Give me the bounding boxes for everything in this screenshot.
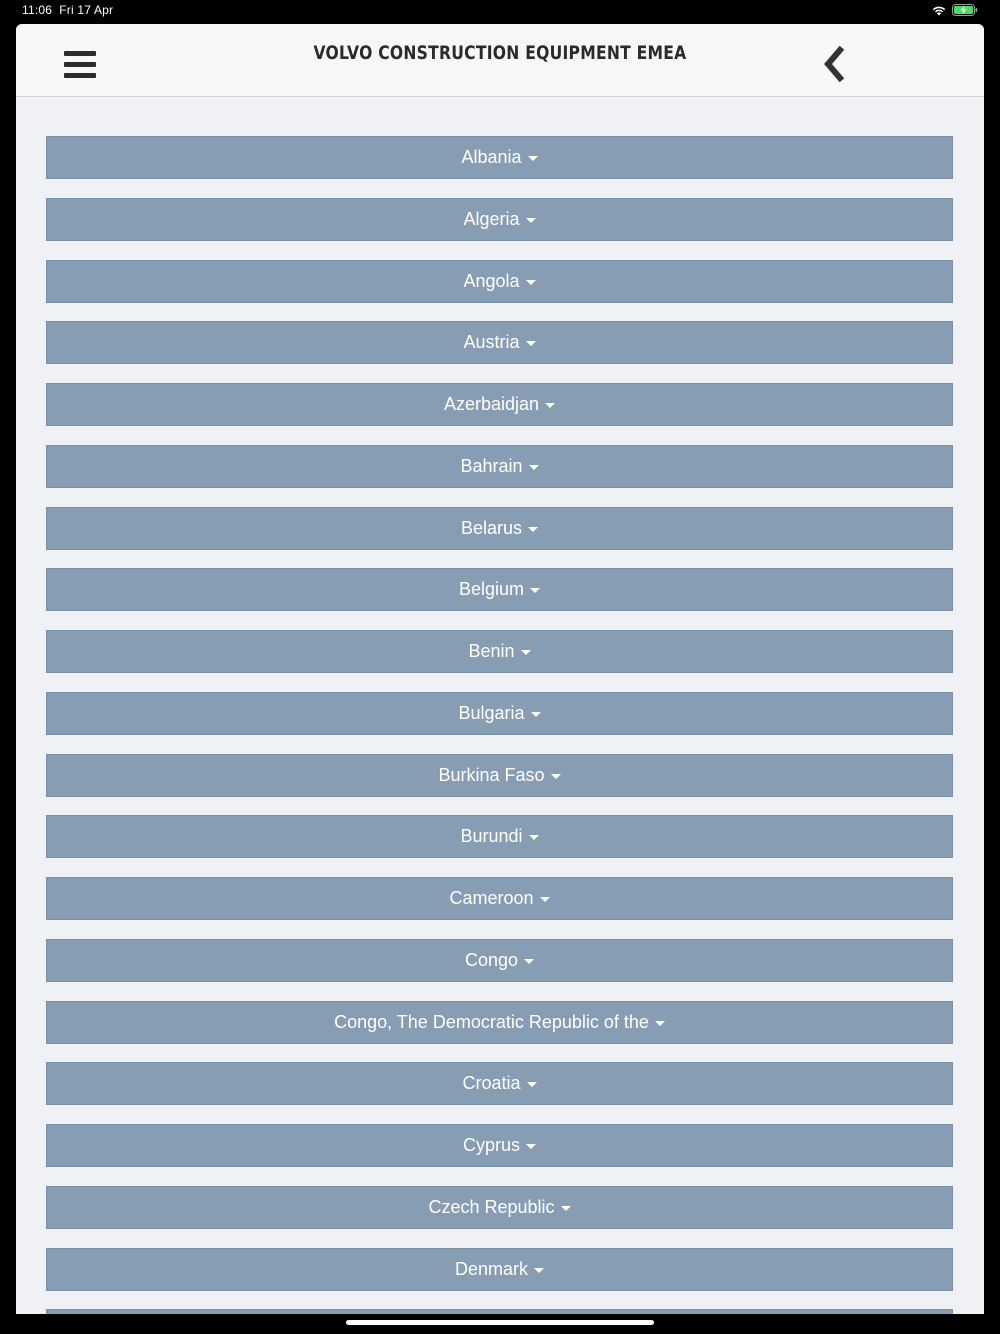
status-date: Fri 17 Apr: [59, 3, 114, 17]
country-label: Cyprus: [462, 1135, 520, 1155]
app-window: [16, 24, 984, 1314]
country-label: Benin: [468, 641, 515, 661]
caret-down-icon: [529, 465, 539, 470]
home-indicator[interactable]: [346, 1320, 654, 1325]
wifi-icon: [932, 5, 946, 16]
country-dropdown[interactable]: [46, 939, 953, 982]
country-label: Croatia: [462, 1073, 521, 1094]
country-dropdown[interactable]: [46, 136, 953, 179]
page-title: VOLVO CONSTRUCTION EQUIPMENT EMEA: [313, 42, 687, 64]
country-dropdown[interactable]: [46, 692, 953, 735]
country-label: Azerbaidjan: [443, 394, 540, 414]
country-dropdown[interactable]: [46, 1001, 953, 1044]
country-label: Albania: [461, 147, 522, 167]
country-dropdown[interactable]: [46, 815, 953, 858]
country-dropdown[interactable]: [46, 1186, 953, 1229]
caret-down-icon: [534, 1268, 544, 1273]
menu-icon[interactable]: [64, 51, 96, 79]
country-dropdown[interactable]: [46, 321, 953, 364]
country-dropdown[interactable]: [46, 877, 953, 920]
country-dropdown[interactable]: [46, 198, 953, 241]
status-bar: [0, 0, 1000, 22]
caret-down-icon: [551, 774, 561, 779]
country-dropdown[interactable]: [46, 260, 953, 303]
caret-down-icon: [529, 835, 539, 840]
country-label: Bahrain: [460, 455, 523, 476]
caret-down-icon: [526, 218, 536, 223]
country-dropdown[interactable]: [46, 1248, 953, 1291]
country-dropdown[interactable]: [46, 445, 953, 488]
country-label: Belarus: [460, 517, 523, 538]
country-label: Belgium: [458, 579, 525, 600]
caret-down-icon: [524, 959, 534, 964]
country-label: Congo: [464, 949, 519, 970]
caret-down-icon: [530, 588, 540, 593]
chevron-left-icon[interactable]: [820, 46, 848, 82]
country-label: Bulgaria: [458, 702, 525, 723]
country-label: Denmark: [454, 1258, 529, 1279]
country-label: Algeria: [463, 208, 520, 229]
country-dropdown[interactable]: [46, 383, 953, 426]
country-dropdown[interactable]: [46, 568, 953, 611]
battery-charging-icon: [952, 4, 978, 16]
country-dropdown[interactable]: [46, 754, 953, 797]
country-label: Angola: [463, 270, 520, 291]
country-label: Czech Republic: [428, 1196, 555, 1217]
caret-down-icon: [526, 341, 536, 346]
caret-down-icon: [545, 403, 555, 408]
country-list: [46, 136, 953, 1314]
country-dropdown[interactable]: [46, 1124, 953, 1167]
app-header: [16, 24, 984, 97]
caret-down-icon: [526, 280, 536, 285]
status-time: [22, 3, 113, 17]
caret-down-icon: [527, 1082, 537, 1087]
caret-down-icon: [528, 156, 538, 161]
caret-down-icon: [521, 650, 531, 655]
country-label: Burundi: [460, 826, 523, 847]
caret-down-icon: [540, 897, 550, 902]
caret-down-icon: [531, 712, 541, 717]
caret-down-icon: [526, 1144, 536, 1149]
country-label: Cameroon: [449, 888, 534, 908]
country-label: Burkina Faso: [438, 764, 545, 785]
country-dropdown[interactable]: [46, 1062, 953, 1105]
caret-down-icon: [655, 1021, 665, 1026]
country-label: Congo, The Democratic Republic of the: [334, 1011, 649, 1032]
country-dropdown-partial[interactable]: [46, 1309, 953, 1314]
caret-down-icon: [528, 527, 538, 532]
country-dropdown[interactable]: [46, 507, 953, 550]
status-indicators: [932, 4, 978, 16]
country-label: Austria: [463, 332, 520, 353]
status-clock: 11:06: [22, 3, 53, 17]
caret-down-icon: [561, 1206, 571, 1211]
country-dropdown[interactable]: [46, 630, 953, 673]
